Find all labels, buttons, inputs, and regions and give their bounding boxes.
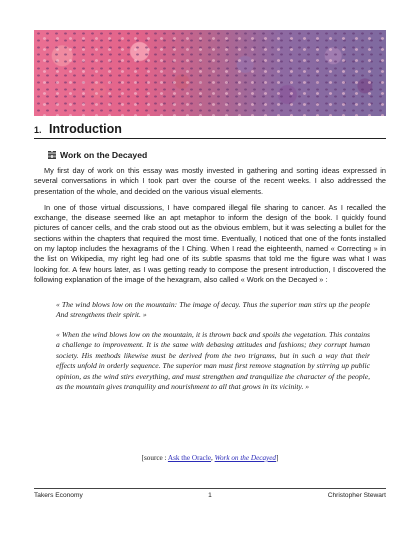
- work-on-the-decayed-link[interactable]: Work on the Decayed: [214, 454, 277, 462]
- chapter-heading: [34, 122, 386, 139]
- section-heading: [48, 150, 147, 160]
- ask-the-oracle-link[interactable]: Ask the Oracle: [167, 454, 212, 462]
- footer-author: Christopher Stewart: [327, 492, 386, 499]
- source-suffix: ]: [276, 454, 279, 462]
- page-number: 1: [208, 492, 212, 499]
- source-prefix: [source :: [141, 454, 168, 462]
- section-title: Work on the Decayed: [60, 150, 148, 160]
- paragraph: My first day of work on this essay was mostly invested in gathering and sorting ideas expressed in several conversations in which I took part over the course of the recent weeks. I also addressed the presentation of the whole, and decided on the various visual elements.: [34, 166, 386, 196]
- hexagram-icon: [48, 151, 56, 159]
- block-quote: « The wind blows low on the mountain: The image of decay. Thus the superior man stirs up the people And strengthens their spirit. »: [56, 300, 370, 320]
- footer-book-title: Takers Economy: [34, 492, 83, 499]
- paragraph: In one of those virtual discussions, I have compared illegal file sharing to cancer. As I recalled the exchange, the disease seemed like an apt metaphor to inform the design of the book. I quickly found pictures of cancer cells, and the crab stood out as the obvious emblem, but it was selecting a bullet for the sections within the chapters that required the most time. Eventually, I noticed that one of the fonts installed on my laptop includes the hexagrams of the I Ching. When I read the eighteenth, named « Correcting » in the list on Wikipedia, my right leg had one of its subtle spasms that told me the figure was what I was looking for. A few hours later, as I was getting ready to compose the present introduction, I discovered the following explanation of the image of the hexagram, also called « Work on the Decayed » :: [34, 202, 386, 284]
- block-quote: « When the wind blows low on the mountain, it is thrown back and spoils the vegetation. This contains a challenge to improvement. It is the same with debasing attitudes and fashions; they corrupt human society. His methods likewise must be derived from the two trigrams, but in such a way that their effects unfold in orderly sequence. The superior man must first remove stagnation by stirring up public opinion, as the wind stirs everything, and must strengthen and tranquilize the character of the people, as the mountain gives tranquility and nourishment to all that grows in its vicinity. »: [56, 330, 370, 392]
- body-text: [34, 166, 386, 291]
- chapter-title: Introduction: [49, 122, 122, 136]
- source-separator: ,: [211, 454, 215, 462]
- source-citation: [0, 454, 420, 462]
- header-banner-image: [34, 30, 386, 116]
- footer-divider: [34, 488, 386, 489]
- chapter-number: 1.: [34, 125, 42, 135]
